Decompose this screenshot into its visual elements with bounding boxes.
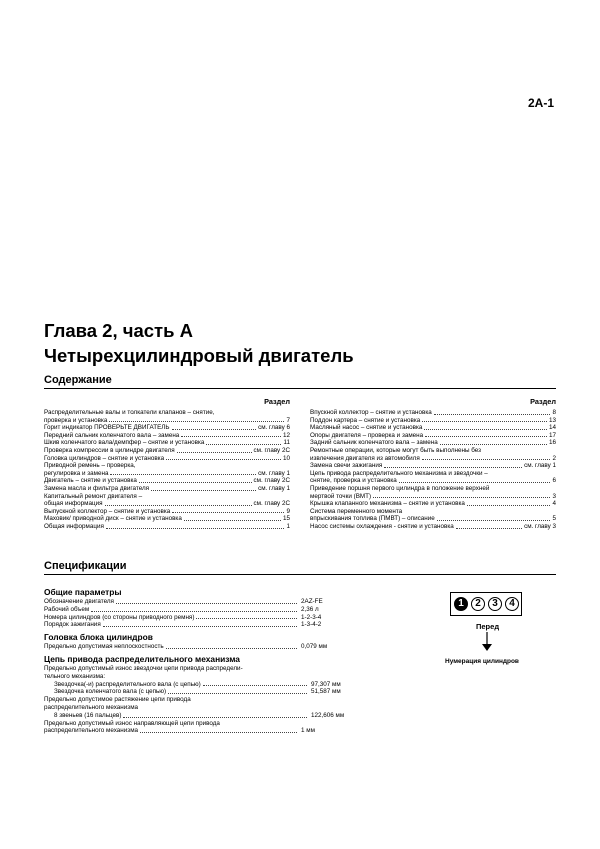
toc-entry bbox=[44, 523, 290, 531]
toc-entry-text: мертвой точки (ВМТ) bbox=[310, 492, 372, 500]
spec-label: Предельно допустимая неплоскостность bbox=[44, 643, 164, 651]
toc-entry bbox=[44, 447, 290, 455]
cylinder-numbering-diagram bbox=[445, 592, 570, 672]
chapter-title-line1: Глава 2, часть A bbox=[44, 320, 193, 341]
dot-leader bbox=[422, 421, 547, 422]
spec-label: Предельно допустимый износ звездочки цепи привода распредели- bbox=[44, 664, 243, 672]
toc-entry-text: Замена свечи зажигания bbox=[310, 462, 383, 470]
spec-row bbox=[44, 598, 374, 606]
spec-value: 2AZ-FE bbox=[301, 598, 323, 605]
dot-leader bbox=[110, 474, 256, 475]
toc-entry-page: 11 bbox=[283, 439, 290, 447]
toc-entry-text: Выпускной коллектор – снятие и установка bbox=[44, 507, 171, 515]
toc-entry-page: 17 bbox=[548, 431, 556, 439]
toc-entry-page: 1 bbox=[286, 522, 290, 530]
dot-leader bbox=[140, 732, 297, 733]
spec-row bbox=[44, 621, 374, 629]
spec-label: Звездочка(-и) распределительного вала (с цепью) bbox=[54, 680, 201, 688]
cylinder-1-marker: 1 bbox=[454, 597, 468, 611]
spec-label: Предельно допустимое растяжение цепи привода bbox=[44, 696, 191, 704]
toc-entry-text: Общая информация bbox=[44, 522, 104, 530]
contents-right-column bbox=[310, 397, 556, 531]
toc-entry-page: см. главу 2C bbox=[253, 477, 290, 485]
toc-entry-page: 6 bbox=[552, 477, 556, 485]
spec-label: Рабочий объем bbox=[44, 605, 90, 613]
dot-leader bbox=[139, 482, 252, 483]
dot-leader bbox=[181, 436, 281, 437]
toc-entry bbox=[310, 409, 556, 417]
toc-entry-text: Распределительные валы и толкатели клапанов – снятие, bbox=[44, 409, 215, 416]
toc-entry-page: 10 bbox=[282, 454, 290, 462]
toc-entry-text: извлечения двигателя из автомобиля bbox=[310, 454, 420, 462]
toc-entry-text: Крышка клапанного механизма – снятие и установка bbox=[310, 500, 465, 508]
toc-entry-page: 16 bbox=[548, 439, 556, 447]
spec-value: 1-2-3-4 bbox=[301, 613, 322, 621]
toc-entry-page: 2 bbox=[552, 454, 556, 462]
spec-label: распределительного механизма bbox=[44, 703, 139, 711]
chapter-title bbox=[44, 318, 354, 368]
spec-label: 8 звеньев (16 пальцев) bbox=[54, 711, 122, 719]
toc-entry-text: Приведение поршня первого цилиндра в положение верхней bbox=[310, 484, 490, 492]
spec-label: распределительного механизма bbox=[44, 727, 139, 735]
spec-group-title: Цепь привода распределительного механизма bbox=[44, 653, 240, 664]
front-label: Перед bbox=[476, 622, 500, 631]
dot-leader bbox=[166, 648, 297, 649]
toc-entry-text: Проверка компрессии в цилиндре двигателя bbox=[44, 446, 175, 454]
cylinder-3-marker: 3 bbox=[488, 597, 502, 611]
spec-row bbox=[44, 673, 374, 681]
toc-entry-page: 3 bbox=[552, 492, 556, 500]
toc-entry-page: 7 bbox=[286, 416, 290, 424]
toc-entry-text: Передний сальник коленчатого вала – замена bbox=[44, 431, 180, 439]
spec-label: Порядок зажигания bbox=[44, 621, 101, 629]
spec-row bbox=[44, 696, 374, 704]
toc-entry bbox=[44, 485, 290, 493]
toc-entry bbox=[310, 500, 556, 508]
spec-label: Звездочка коленчатого вала (с цепью) bbox=[54, 688, 167, 696]
section-column-header: Раздел bbox=[530, 397, 556, 406]
engine-block-outline bbox=[450, 592, 522, 616]
dot-leader bbox=[437, 520, 551, 521]
spec-label: Предельно допустимый износ направляющей цепи привода bbox=[44, 719, 220, 727]
toc-entry-page: см. главу 3 bbox=[524, 522, 556, 530]
dot-leader bbox=[434, 414, 551, 415]
toc-entry-text: Насос системы охлаждения - снятие и установка bbox=[310, 522, 454, 530]
toc-entry-page: 12 bbox=[282, 431, 290, 439]
spec-row bbox=[44, 704, 374, 712]
dot-leader bbox=[172, 429, 257, 430]
toc-entry-text: Капитальный ремонт двигателя – bbox=[44, 492, 143, 500]
front-arrow-icon bbox=[480, 632, 494, 652]
spec-group-title: Головка блока цилиндров bbox=[44, 632, 153, 643]
dot-leader bbox=[384, 467, 522, 468]
spec-value: 122,606 мм bbox=[311, 711, 345, 719]
spec-value: 2,36 л bbox=[301, 605, 319, 613]
dot-leader bbox=[373, 497, 550, 498]
dot-leader bbox=[177, 452, 252, 453]
spec-row bbox=[44, 643, 374, 651]
spec-value: 51,587 мм bbox=[311, 688, 341, 696]
dot-leader bbox=[456, 528, 522, 529]
toc-entry bbox=[44, 515, 290, 523]
dot-leader bbox=[425, 436, 547, 437]
spec-row bbox=[44, 727, 374, 735]
spec-value: 0,079 мм bbox=[301, 643, 328, 651]
toc-entry-page: см. главу 1 bbox=[258, 484, 290, 492]
dot-leader bbox=[467, 505, 551, 506]
dot-leader bbox=[206, 444, 281, 445]
spec-row bbox=[44, 606, 374, 614]
spec-row bbox=[44, 614, 374, 622]
toc-entry-page: см. главу 6 bbox=[258, 424, 290, 432]
toc-entry bbox=[310, 508, 556, 523]
page-number: 2A-1 bbox=[528, 96, 555, 110]
toc-entry bbox=[310, 447, 556, 462]
dot-leader bbox=[424, 429, 547, 430]
dot-leader bbox=[203, 685, 307, 686]
spec-value: 1 мм bbox=[301, 727, 315, 735]
spec-value: 1-3-4-2 bbox=[301, 621, 322, 629]
toc-entry-text: Масляный насос – снятие и установка bbox=[310, 424, 423, 432]
toc-entry-page: см. главу 2C bbox=[253, 446, 290, 454]
toc-entry-text: Цепь привода распределительного механизма и звездочки – bbox=[310, 469, 488, 477]
dot-leader bbox=[123, 717, 307, 718]
dot-leader bbox=[168, 693, 307, 694]
contents-left-column bbox=[44, 397, 290, 531]
diagram-caption: Нумерация цилиндров bbox=[445, 658, 519, 665]
toc-entry-page: 13 bbox=[548, 416, 556, 424]
toc-entry bbox=[310, 523, 556, 531]
dot-leader bbox=[399, 482, 551, 483]
toc-entry-text: Головка цилиндров – снятие и установка bbox=[44, 454, 165, 462]
specs-heading-text: Спецификации bbox=[44, 560, 127, 572]
dot-leader bbox=[172, 512, 284, 513]
specs-heading bbox=[44, 560, 556, 575]
toc-entry bbox=[44, 409, 290, 424]
toc-entry-text: Двигатель – снятие и установка bbox=[44, 477, 137, 485]
toc-entry-text: Горит индикатор ПРОВЕРЬТЕ ДВИГАТЕЛЬ bbox=[44, 424, 170, 432]
spec-label: Обозначение двигателя bbox=[44, 598, 114, 605]
spec-row bbox=[44, 665, 374, 673]
spec-label: Номера цилиндров (со стороны приводного ремня) bbox=[44, 613, 195, 621]
toc-entry-text: общая информация bbox=[44, 500, 103, 508]
toc-entry-page: 9 bbox=[286, 507, 290, 515]
spec-group-title: Общие параметры bbox=[44, 587, 122, 597]
toc-entry bbox=[44, 477, 290, 485]
toc-entry bbox=[44, 439, 290, 447]
dot-leader bbox=[166, 459, 281, 460]
toc-entry-text: снятие, проверка и установка bbox=[310, 477, 397, 485]
contents-heading bbox=[44, 374, 556, 389]
toc-entry bbox=[310, 470, 556, 485]
spec-row bbox=[44, 688, 374, 696]
chapter-title-line2: Четырехцилиндровый двигатель bbox=[44, 345, 354, 366]
dot-leader bbox=[91, 611, 297, 612]
dot-leader bbox=[105, 505, 252, 506]
toc-entry-page: см. главу 1 bbox=[258, 469, 290, 477]
toc-entry bbox=[310, 485, 556, 500]
dot-leader bbox=[103, 626, 297, 627]
dot-leader bbox=[184, 520, 281, 521]
toc-entry-text: Замена масла и фильтра двигателя bbox=[44, 484, 150, 492]
toc-entry-text: впрыскивания топлива (ПМВТ) – описание bbox=[310, 515, 435, 523]
toc-entry-text: Ремонтные операции, которые могут быть выполнены без bbox=[310, 446, 482, 454]
dot-leader bbox=[440, 444, 547, 445]
dot-leader bbox=[151, 490, 256, 491]
toc-entry bbox=[44, 432, 290, 440]
toc-entry-text: проверка и установка bbox=[44, 416, 108, 424]
toc-entry-text: Задний сальник коленчатого вала – замена bbox=[310, 439, 438, 447]
spec-row bbox=[44, 720, 374, 728]
toc-entry-page: см. главу 2C bbox=[253, 500, 290, 508]
toc-entry-page: 4 bbox=[552, 500, 556, 508]
toc-entry-text: Опоры двигателя – проверка и замена bbox=[310, 431, 424, 439]
toc-entry-page: 5 bbox=[552, 515, 556, 523]
dot-leader bbox=[106, 528, 285, 529]
toc-entry-page: 15 bbox=[282, 515, 290, 523]
spec-value: 97,307 мм bbox=[311, 680, 341, 688]
toc-entry bbox=[310, 424, 556, 432]
toc-entry bbox=[310, 439, 556, 447]
contents-heading-text: Содержание bbox=[44, 374, 112, 386]
cylinder-2-marker: 2 bbox=[471, 597, 485, 611]
toc-entry-page: 14 bbox=[548, 424, 556, 432]
toc-entry-page: см. главу 1 bbox=[524, 462, 556, 470]
toc-entry-text: Поддон картера – снятие и установка bbox=[310, 416, 421, 424]
dot-leader bbox=[109, 421, 284, 422]
toc-entry-text: Маховик/ приводной диск – снятие и установка bbox=[44, 515, 182, 523]
spec-label: тельного механизма: bbox=[44, 672, 106, 680]
toc-entry bbox=[44, 493, 290, 508]
spec-row bbox=[44, 681, 374, 689]
cylinder-4-marker: 4 bbox=[505, 597, 519, 611]
toc-entry-text: Шкив коленчатого вала/демпфер – снятие и установка bbox=[44, 439, 205, 447]
dot-leader bbox=[116, 603, 297, 604]
dot-leader bbox=[196, 618, 297, 619]
toc-entry-page: 8 bbox=[552, 409, 556, 416]
toc-entry-text: Система переменного момента bbox=[310, 507, 403, 515]
spec-row bbox=[44, 712, 374, 720]
toc-entry-text: Впускной коллектор – снятие и установка bbox=[310, 409, 432, 416]
section-column-header: Раздел bbox=[264, 397, 290, 406]
toc-entry bbox=[44, 424, 290, 432]
toc-entry-text: Приводной ремень – проверка, bbox=[44, 462, 136, 470]
dot-leader bbox=[422, 459, 551, 460]
toc-entry-text: регулировка и замена bbox=[44, 469, 109, 477]
toc-entry bbox=[310, 462, 556, 470]
specifications-list bbox=[44, 584, 374, 735]
toc-entry bbox=[44, 462, 290, 477]
